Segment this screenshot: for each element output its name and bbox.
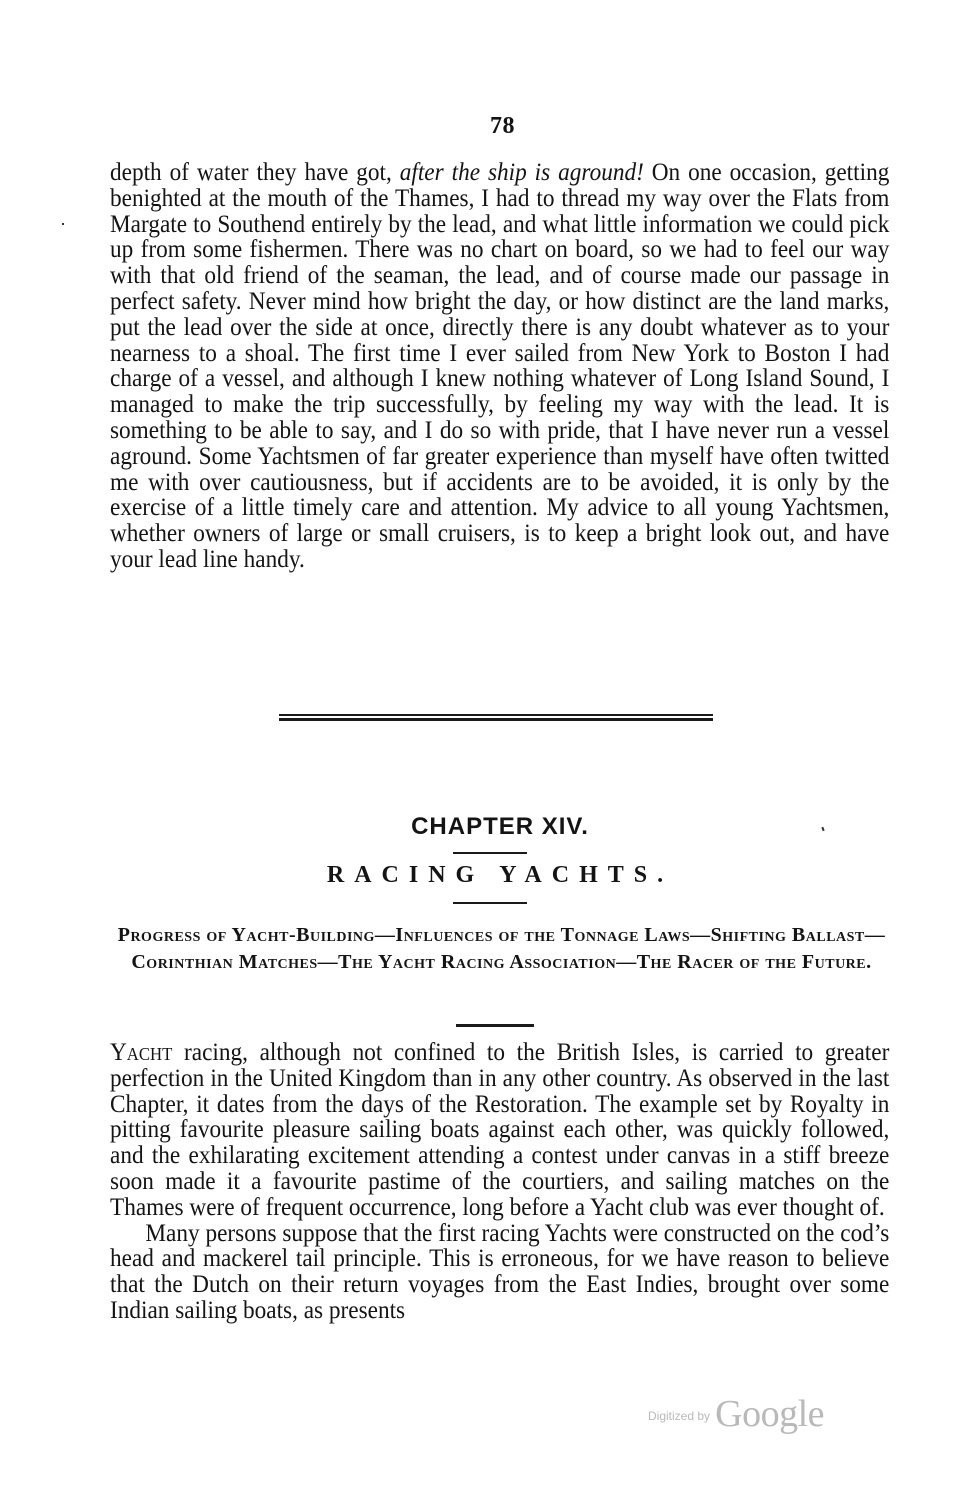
chapter-title: RACING YACHTS. <box>326 862 674 888</box>
synopsis-rule <box>456 1024 534 1027</box>
emphasis-text: after the ship is aground! <box>399 159 644 186</box>
chapter-number-heading: CHAPTER XIV. <box>411 813 589 840</box>
page-number: 78 <box>490 113 515 139</box>
body-paragraph <box>110 1221 889 1324</box>
body-paragraph <box>110 1040 889 1221</box>
digitized-by-google-watermark <box>648 1392 824 1436</box>
heading-rule <box>453 902 527 904</box>
heading-rule <box>453 852 527 854</box>
paragraph-text: depth of water they have got, <box>110 159 400 186</box>
small-caps-lead: Yacht <box>110 1039 173 1066</box>
chapter-synopsis: Progress of Yacht-Building—Influences of the Tonnage Laws—Shifting Ballast—Corinthian Matches—The Yacht Racing Association—The Racer of the Future. <box>117 924 886 973</box>
divider-line <box>279 718 713 721</box>
paragraph-text: Many persons suppose that the first racing Yachts were constructed on the cod’s head and mackerel tail principle. This is erroneous, for we have reason to believe that the Dutch on their return voyages from the East Indies, brought over some Indian sailing boats, as presents <box>110 1219 890 1324</box>
paragraph-text: On one occasion, getting benighted at the mouth of the Thames, I had to thread my way over the Flats from Margate to Southend entirely by the lead, and what little information we could pick up from some fishermen. There was no chart on board, so we had to feel our way with that old friend of the seaman, the lead, and of course made our passage in perfect safety. Never mind how bright the day, or how distinct are the land marks, put the lead over the side at once, directly there is any doubt whatever as to your nearness to a shoal. The first time I ever sailed from New York to Boston I had charge of a vessel, and although I knew nothing whatever of Long Island Sound, I managed to make the trip successfully, by feeling my way with the lead. It is something to be able to say, and I do so with pride, that I have never run a vessel aground. Some Yachtsmen of far greater experience than myself have often twitted me with over cautiousness, but if accidents are to be avoided, it is only by the exercise of a little timely care and attention. My advice to all young Yachtsmen, whether owners of large or small cruisers, is to keep a bright look out, and have your lead line handy. <box>110 159 890 573</box>
scan-speck <box>62 223 64 225</box>
divider-line <box>279 714 713 716</box>
google-logo-text: Google <box>715 1393 824 1435</box>
continuation-paragraph <box>110 160 889 573</box>
paragraph-text: racing, although not confined to the British Isles, is carried to greater perfection in the United Kingdom than in any other country. As observed in the last Chapter, it dates from the days of the Restoration. The example set by Royalty in pitting favourite pleasure sailing boats against each other, was quickly followed, and the exhilarating excitement attending a contest under canvas in a stiff breeze soon made it a favourite pastime of the courtiers, and sailing matches on the Thames were of frequent occurrence, long before a Yacht club was ever thought of. <box>110 1039 890 1221</box>
watermark-prefix: Digitized by <box>648 1409 711 1423</box>
chapter-body <box>110 1040 889 1324</box>
section-divider-double-rule <box>279 714 713 720</box>
